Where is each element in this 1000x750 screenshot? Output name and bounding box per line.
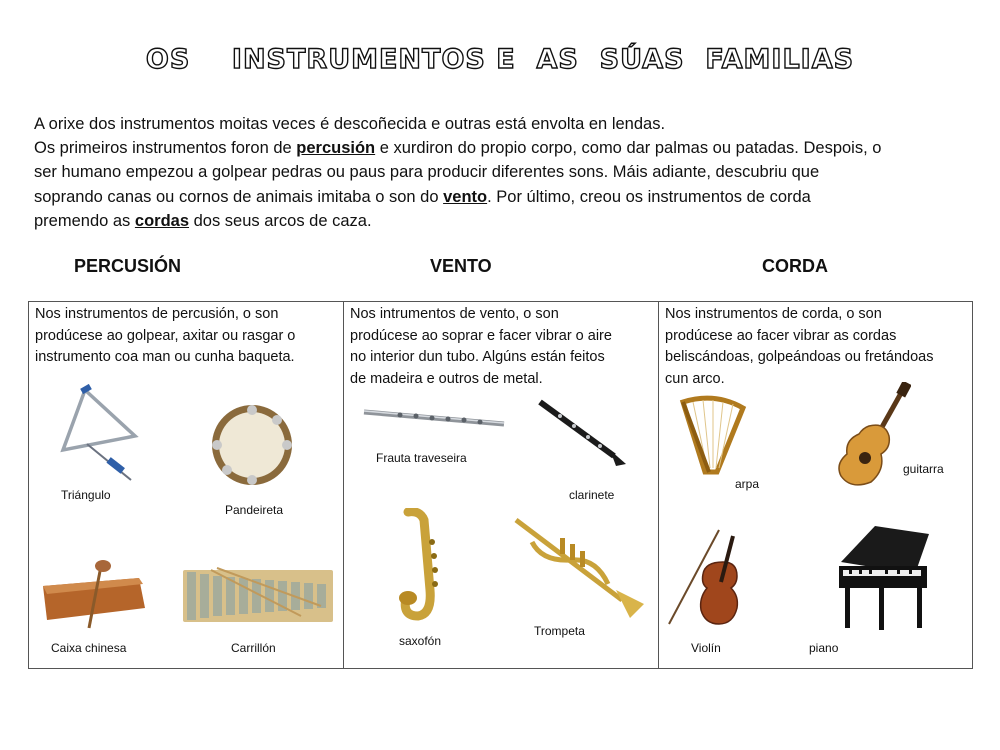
intro-line-1: A orixe dos instrumentos moitas veces é descoñecida e outras está envolta en lendas. <box>34 115 666 133</box>
label-harp: arpa <box>735 477 760 491</box>
label-piano: piano <box>809 641 839 655</box>
intro-line-2 <box>34 136 969 160</box>
desc-line: beliscándoas, golpeándoas ou fretándoas <box>665 349 934 365</box>
wood-block-image <box>39 558 149 630</box>
intro-text: premendo as <box>34 211 135 230</box>
percussion-description <box>35 304 295 369</box>
label-clarinet: clarinete <box>569 488 615 502</box>
xylophone-image <box>181 566 335 626</box>
trumpet-image <box>512 512 646 618</box>
desc-line: prodúcese ao golpear, axitar ou rasgar o <box>35 327 296 344</box>
harp-image <box>675 394 749 476</box>
intro-paragraph <box>34 112 969 233</box>
wind-description <box>350 304 612 390</box>
desc-line: de madeira e outros de metal. <box>350 370 543 387</box>
label-triangle: Triángulo <box>61 488 111 502</box>
flute-image <box>360 406 508 430</box>
heading-percussion: PERCUSIÓN <box>74 256 182 276</box>
intro-text: dos seus arcos de caza. <box>189 211 372 230</box>
label-guitar: guitarra <box>903 462 944 476</box>
intro-text: Os primeiros instrumentos foron de <box>34 139 297 158</box>
intro-text: soprando canas ou cornos de animais imitaba o son do <box>34 187 444 206</box>
label-woodblock: Caixa chinesa <box>51 641 127 655</box>
column-wind <box>344 302 659 668</box>
desc-line: prodúcese ao facer vibrar as cordas <box>665 327 897 344</box>
heading-wind: VENTO <box>430 256 492 276</box>
label-saxophone: saxofón <box>399 634 442 648</box>
desc-line: Nos intrumentos de vento, o son <box>350 306 559 322</box>
keyword-percussion: percusión <box>296 139 376 158</box>
label-flute: Frauta traveseira <box>376 451 467 465</box>
keyword-wind: vento <box>443 187 488 206</box>
desc-line: Nos instrumentos de corda, o son <box>665 306 882 322</box>
heading-string: CORDA <box>762 256 828 276</box>
violin-image <box>663 526 749 628</box>
desc-line: instrumento coa man ou cunha baqueta. <box>35 349 295 365</box>
triangle-image <box>57 384 149 484</box>
clarinet-image <box>534 398 628 468</box>
desc-line: Nos instrumentos de percusión, o son <box>35 306 279 322</box>
desc-line: prodúcese ao soprar e facer vibrar o aire <box>350 327 612 344</box>
column-percussion <box>29 302 344 668</box>
label-violin: Violín <box>691 641 721 655</box>
intro-line-5 <box>34 209 969 233</box>
page-title: OS INSTRUMENTOS E AS SÚAS FAMILIAS <box>145 44 855 75</box>
desc-line: no interior dun tubo. Algúns están feitos <box>350 349 605 365</box>
families-table <box>28 301 973 669</box>
column-string <box>659 302 972 668</box>
guitar-image <box>835 382 911 492</box>
label-tambourine: Pandeireta <box>225 503 284 517</box>
label-trumpet: Trompeta <box>534 624 585 638</box>
intro-text: e xurdiron do propio corpo, como dar palmas ou patadas. Despois, o <box>375 139 882 158</box>
keyword-strings: cordas <box>134 211 190 230</box>
desc-line: cun arco. <box>665 370 725 387</box>
intro-text: . Por último, creou os instrumentos de corda <box>487 187 811 206</box>
saxophone-image <box>398 508 462 624</box>
intro-line-4 <box>34 185 969 209</box>
tambourine-image <box>209 402 295 488</box>
piano-image <box>835 522 935 634</box>
intro-line-3: ser humano empezou a golpear pedras ou paus para producir diferentes sons. Máis adiante, descubriu que <box>34 163 820 182</box>
label-xylophone: Carrillón <box>231 641 276 655</box>
string-description <box>665 304 933 390</box>
